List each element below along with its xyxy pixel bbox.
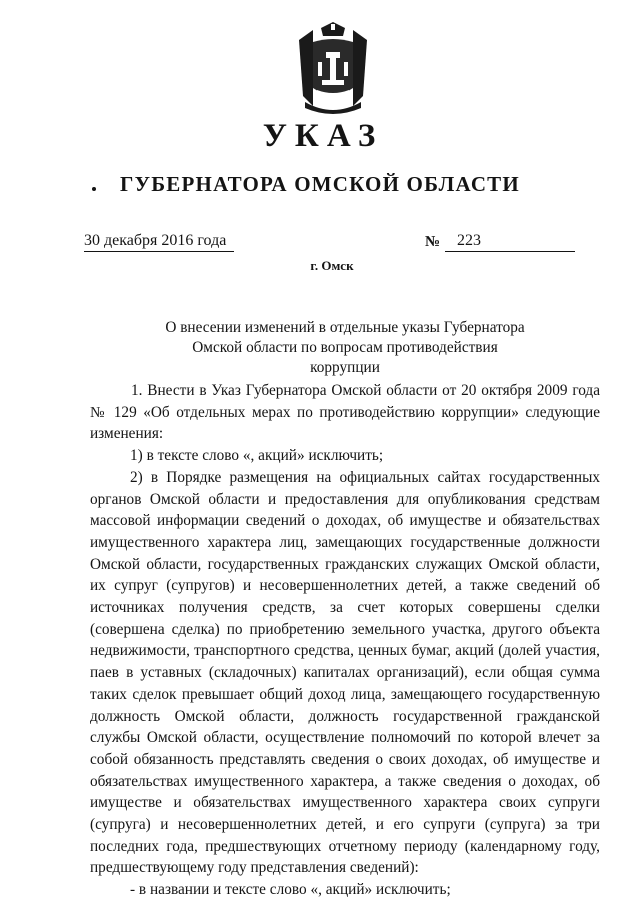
body-line: недвижимости, транспортного средства, ценных бумаг, акций (долей участия,	[90, 642, 600, 660]
subject-line: О внесении изменений в отдельные указы Губернатора	[165, 319, 525, 336]
body-line: собой обязанность представлять сведения о своих доходах, об имуществе и	[90, 750, 600, 768]
document-date: 30 декабря 2016 года	[84, 232, 234, 252]
document-title: УКАЗ	[262, 118, 384, 154]
body-line: их супруг (супругов) и несовершеннолетних детей, а также сведений об	[90, 577, 600, 595]
body-line: - в названии и тексте слово «, акций» исключить;	[130, 881, 451, 899]
body-line: обязательствах имущественного характера, а также сведения о доходах, об	[90, 772, 600, 790]
body-line: массовой информации сведений о доходах, об имуществе и обязательствах	[90, 512, 600, 530]
body-line: Омской области, государственных гражданских служащих Омской области,	[90, 555, 600, 573]
document-subject	[150, 318, 540, 378]
body-line: № 129 «Об отдельных мерах по противодействию коррупции» следующие	[90, 403, 600, 421]
body-line: паев в уставных (складочных) капиталах организаций), если общая сумма	[90, 664, 600, 682]
document-number: 223	[445, 232, 575, 252]
document-issuer: ГУБЕРНАТОРА ОМСКОЙ ОБЛАСТИ	[120, 172, 520, 196]
document-city: г. Омск	[310, 258, 354, 273]
body-line: должность Омской области, должность государственной гражданской	[90, 707, 600, 725]
document-body	[90, 380, 600, 901]
body-line: изменения:	[90, 425, 164, 443]
body-line: имуществе и обязательствах имущественного характера своих супруги	[90, 794, 600, 812]
body-line: 2) в Порядке размещения на официальных сайтах государственных	[130, 468, 600, 486]
coat-of-arms-emblem	[291, 22, 375, 114]
body-line: 1. Внести в Указ Губернатора Омской области от 20 октября 2009 года	[131, 382, 600, 399]
subject-line: коррупции	[310, 359, 380, 376]
body-line: предшествующему году представления сведений):	[90, 859, 419, 877]
body-line: источниках получения средств, за счет которых совершены сделки	[90, 599, 600, 617]
body-line: (совершена сделка) по приобретению земельного участка, другого объекта	[90, 620, 600, 638]
number-sign: №	[425, 234, 441, 250]
body-line: 1) в тексте слово «, акций» исключить;	[130, 447, 384, 465]
body-line: органов Омской области и предоставления для опубликования средствам	[90, 490, 600, 508]
body-line: последних года, предшествующих отчетному периоду (календарному году,	[90, 837, 600, 855]
body-line: службы Омской области, осуществление полномочий по которой влечет за	[90, 729, 600, 747]
body-line: имущественного характера лиц, замещающих государственные должности	[90, 533, 600, 551]
subject-line: Омской области по вопросам противодействия	[192, 339, 498, 356]
body-line: (супруга) и несовершеннолетних детей, и его супруги (супруга) за три	[90, 816, 600, 834]
body-line: таких сделок превышает общий доход лица, замещающего государственную	[90, 685, 600, 703]
